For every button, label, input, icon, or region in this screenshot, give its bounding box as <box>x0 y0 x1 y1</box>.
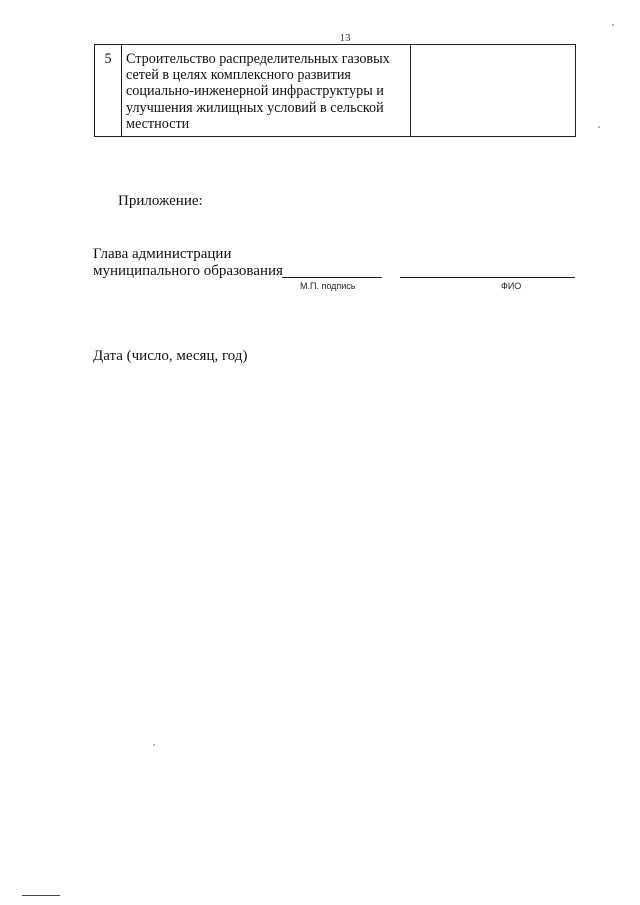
description-line: сетей в целях комплексного развития <box>126 67 351 84</box>
signature-caption: М.П. подпись <box>300 281 356 291</box>
continuation-table <box>94 44 576 137</box>
table-row <box>95 45 576 137</box>
description-line: улучшения жилищных условий в сельской <box>126 99 384 116</box>
scan-speck <box>598 126 600 128</box>
footer-mark <box>22 895 60 896</box>
name-line <box>400 277 575 278</box>
scan-speck <box>612 24 614 26</box>
signatory-title <box>93 246 283 280</box>
description-line: социально-инженерной инфраструктуры и <box>126 83 384 100</box>
description-line: Строительство распределительных газовых <box>126 51 390 67</box>
signatory-title-line: Глава администрации <box>93 246 232 262</box>
signature-line <box>282 277 382 278</box>
row-extra-cell <box>411 45 576 137</box>
appendix-label: Приложение: <box>118 193 203 209</box>
signatory-title-line: муниципального образования <box>93 263 283 279</box>
row-number: 5 <box>95 45 122 137</box>
description-line: местности <box>126 115 190 132</box>
row-description <box>122 45 411 137</box>
page-number: 13 <box>339 32 351 44</box>
date-label: Дата (число, месяц, год) <box>93 348 248 364</box>
name-caption: ФИО <box>501 281 522 291</box>
scan-speck <box>153 744 155 746</box>
